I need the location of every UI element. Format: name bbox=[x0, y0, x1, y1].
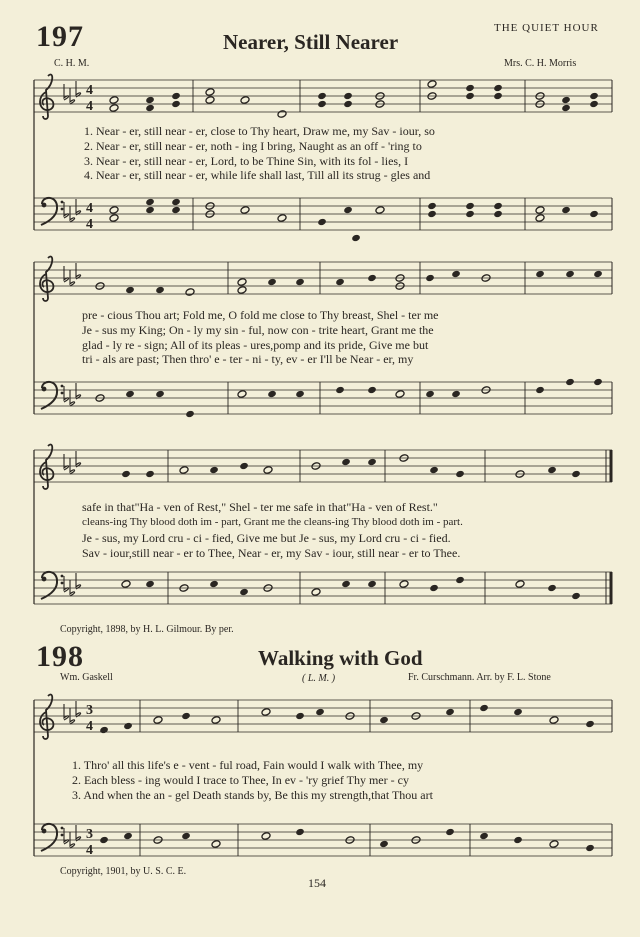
hymn-number-198: 198 bbox=[36, 640, 84, 673]
hymn197-verse-line-1: 1. Near - er, still near - er, close to Thy heart, Draw me, my Sav - iour, so bbox=[84, 124, 435, 138]
composer-initials-197: C. H. M. bbox=[54, 58, 90, 69]
hymn197-verse2-line-3: glad - ly re - sign; All of its pleas - ures,pomp and its pride, Give me but bbox=[82, 338, 429, 352]
svg-text:4: 4 bbox=[86, 83, 93, 98]
hymn-title-198: Walking with God bbox=[258, 646, 423, 670]
svg-text:4: 4 bbox=[86, 217, 93, 232]
hymn198-verse-line-2: 2. Each bless - ing would I trace to Thee, In ev - 'ry grief Thy mer - cy bbox=[72, 773, 409, 787]
hymn197-verse-line-3: 3. Near - er, still near - er, Lord, to be Thine Sin, with its fol - lies, I bbox=[84, 154, 409, 168]
hymn197-copyright: Copyright, 1898, by H. L. Gilmour. By per. bbox=[60, 624, 234, 635]
author-197: Mrs. C. H. Morris bbox=[504, 58, 577, 69]
hymn197-verse2-line-1: pre - cious Thou art; Fold me, O fold me close to Thy breast, Shel - ter me bbox=[82, 308, 439, 322]
hymn197-verse3-line-2: cleans-ing Thy blood doth im - part, Grant me the cleans-ing Thy blood doth im - part. bbox=[82, 516, 463, 528]
hymn198-verse-line-3: 3. And when the an - gel Death stands by, Be this my strength,that Thou art bbox=[72, 788, 433, 802]
running-title: THE QUIET HOUR bbox=[494, 22, 599, 34]
hymn197-verse-line-4: 4. Near - er, still near - er, while life shall last, Till all its strug - gles and bbox=[84, 168, 431, 182]
hymn197-verse3-line-3: Je - sus, my Lord cru - ci - fied, Give me but Je - sus, my Lord cru - ci - fied. bbox=[82, 531, 451, 545]
svg-text:4: 4 bbox=[86, 719, 93, 734]
hymn197-verse2-line-2: Je - sus my King; On - ly my sin - ful, now con - trite heart, Grant me the bbox=[82, 323, 434, 337]
svg-text:3: 3 bbox=[86, 827, 93, 842]
meter-198: ( L. M. ) bbox=[302, 673, 336, 684]
author-198: Wm. Gaskell bbox=[60, 672, 113, 683]
hymn-title-197: Nearer, Still Nearer bbox=[223, 30, 399, 54]
page-number: 154 bbox=[308, 876, 326, 890]
svg-text:4: 4 bbox=[86, 99, 93, 114]
svg-text:4: 4 bbox=[86, 201, 93, 216]
svg-text:4: 4 bbox=[86, 843, 93, 858]
svg-text:3: 3 bbox=[86, 703, 93, 718]
hymn197-verse-line-2: 2. Near - er, still near - er, noth - ing I bring, Naught as an off - 'ring to bbox=[84, 139, 422, 153]
composer-198: Fr. Curschmann. Arr. by F. L. Stone bbox=[408, 672, 551, 683]
hymn197-verse3-line-4: Sav - iour,still near - er to Thee, Near - er, my Sav - iour, still near - er to Thee. bbox=[82, 546, 461, 560]
hymn198-copyright: Copyright, 1901, by U. S. C. E. bbox=[60, 866, 187, 877]
hymn197-verse3-line-1: safe in that"Ha - ven of Rest," Shel - ter me safe in that"Ha - ven of Rest." bbox=[82, 500, 438, 514]
hymn-number-197: 197 bbox=[36, 20, 84, 53]
hymn198-verse-line-1: 1. Thro' all this life's e - vent - ful road, Fain would I walk with Thee, my bbox=[72, 758, 424, 772]
hymn197-verse2-line-4: tri - als are past; Then thro' e - ter - ni - ty, ev - er I'll be Near - er, my bbox=[82, 352, 414, 366]
